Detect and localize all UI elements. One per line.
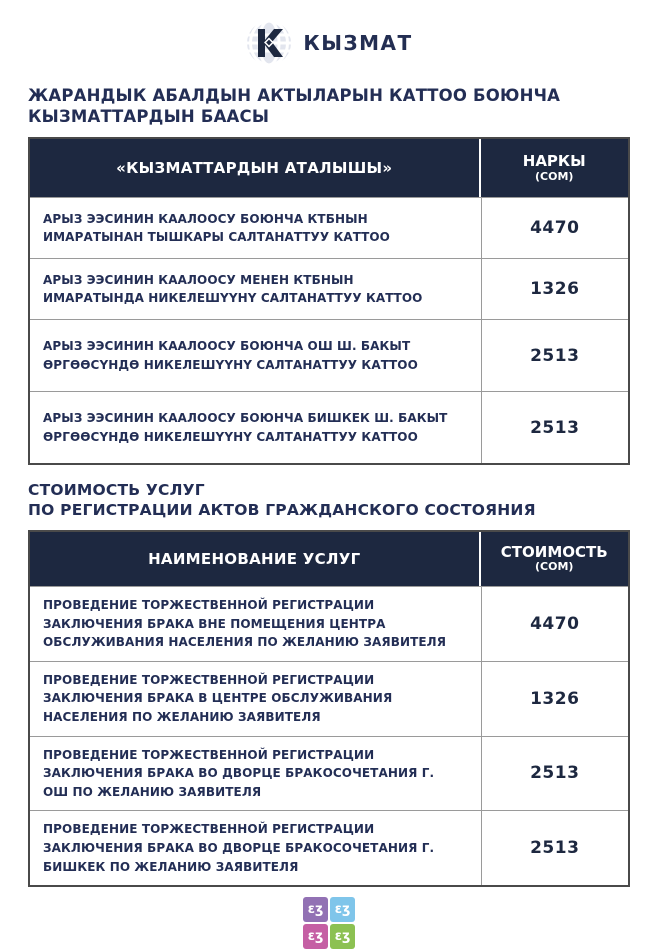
table-row	[30, 661, 628, 736]
table-row	[30, 810, 628, 885]
service-price: 4470	[481, 587, 628, 661]
service-name: АРЫЗ ЭЭСИНИН КААЛООСУ БОЮНЧА БИШКЕК Ш. БАКЫТ ӨРГӨӨСҮНДӨ НИКЕЛЕШҮҮНҮ САЛТАНАТТУУ КАТТОО	[43, 411, 448, 444]
table-header-row	[30, 139, 628, 197]
price-table-russian	[28, 530, 630, 887]
service-name: АРЫЗ ЭЭСИНИН КААЛООСУ БОЮНЧА КТБНЫН ИМАРАТЫНАН ТЫШКАРЫ САЛТАНАТТУУ КАТТОО	[43, 211, 390, 245]
table-row	[30, 319, 628, 391]
service-price: 2513	[481, 811, 628, 885]
table-row	[30, 197, 628, 258]
kyrgyz-ornament-icon: ԑӡ	[303, 924, 328, 949]
price-header-unit: (СОМ)	[535, 169, 574, 183]
service-price: 2513	[481, 737, 628, 811]
brand-header	[28, 14, 630, 72]
column-header-price	[481, 139, 629, 197]
price-header-label: НАРКЫ	[522, 152, 586, 171]
table-row	[30, 258, 628, 319]
heading-kyrgyz	[28, 86, 630, 127]
service-price: 2513	[481, 392, 628, 463]
service-name: ПРОВЕДЕНИЕ ТОРЖЕСТВЕННОЙ РЕГИСТРАЦИИ ЗАКЛЮЧЕНИЯ БРАКА В ЦЕНТРЕ ОБСЛУЖИВАНИЯ НАСЕЛЕНИЯ ПО ЖЕЛАНИЮ ЗАЯВИТЕЛЯ	[43, 672, 393, 724]
column-header-service: «КЫЗМАТТАРДЫН АТАЛЫШЫ»	[30, 139, 481, 197]
service-name: ПРОВЕДЕНИЕ ТОРЖЕСТВЕННОЙ РЕГИСТРАЦИИ ЗАКЛЮЧЕНИЯ БРАКА ВНЕ ПОМЕЩЕНИЯ ЦЕНТРА ОБСЛУЖИВАНИЯ НАСЕЛЕНИЯ ПО ЖЕЛАНИЮ ЗАЯВИТЕЛЯ	[43, 598, 447, 650]
service-name: ПРОВЕДЕНИЕ ТОРЖЕСТВЕННОЙ РЕГИСТРАЦИИ ЗАКЛЮЧЕНИЯ БРАКА ВО ДВОРЦЕ БРАКОСОЧЕТАНИЯ Г. БИШКЕК ПО ЖЕЛАНИЮ ЗАЯВИТЕЛЯ	[43, 822, 435, 874]
service-price: 4470	[481, 198, 628, 258]
service-price: 1326	[481, 662, 628, 736]
table-row	[30, 391, 628, 463]
kyrgyz-ornament-icon: ԑӡ	[330, 924, 355, 949]
price-table-kyrgyz	[28, 137, 630, 465]
globe-k-icon	[245, 19, 293, 67]
column-header-service: НАИМЕНОВАНИЕ УСЛУГ	[30, 532, 481, 586]
heading-russian-line2: ПО РЕГИСТРАЦИИ АКТОВ ГРАЖДАНСКОГО СОСТОЯНИЯ	[28, 500, 536, 519]
heading-kyrgyz-line1: ЖАРАНДЫК АБАЛДЫН АКТЫЛАРЫН КАТТОО БОЮНЧА	[28, 86, 561, 105]
kyzmat-globe-icon	[245, 19, 293, 67]
kyrgyz-ornament-logo	[303, 897, 355, 949]
service-price: 1326	[481, 259, 628, 319]
column-header-price	[481, 532, 629, 586]
footer	[28, 897, 630, 949]
service-name: АРЫЗ ЭЭСИНИН КААЛООСУ БОЮНЧА ОШ Ш. БАКЫТ ӨРГӨӨСҮНДӨ НИКЕЛЕШҮҮНҮ САЛТАНАТТУУ КАТТОО	[43, 339, 418, 372]
service-price: 2513	[481, 320, 628, 391]
brand-name: КЫЗМАТ	[303, 31, 413, 55]
heading-kyrgyz-line2: КЫЗМАТТАРДЫН БААСЫ	[28, 106, 270, 126]
service-name: ПРОВЕДЕНИЕ ТОРЖЕСТВЕННОЙ РЕГИСТРАЦИИ ЗАКЛЮЧЕНИЯ БРАКА ВО ДВОРЦЕ БРАКОСОЧЕТАНИЯ Г. ОШ ПО ЖЕЛАНИЮ ЗАЯВИТЕЛЯ	[43, 747, 435, 799]
service-name: АРЫЗ ЭЭСИНИН КААЛООСУ МЕНЕН КТБНЫН ИМАРАТЫНДА НИКЕЛЕШҮҮНҮ САЛТАНАТТУУ КАТТОО	[43, 272, 423, 306]
heading-russian-line1: СТОИМОСТЬ УСЛУГ	[28, 481, 205, 500]
kyrgyz-ornament-icon: ԑӡ	[303, 897, 328, 922]
table-header-row	[30, 532, 628, 586]
table-row	[30, 736, 628, 811]
table-row	[30, 586, 628, 661]
price-header-label: СТОИМОСТЬ	[500, 543, 608, 562]
kyrgyz-ornament-icon: ԑӡ	[330, 897, 355, 922]
price-header-unit: (СОМ)	[535, 560, 574, 574]
heading-russian	[28, 481, 630, 520]
